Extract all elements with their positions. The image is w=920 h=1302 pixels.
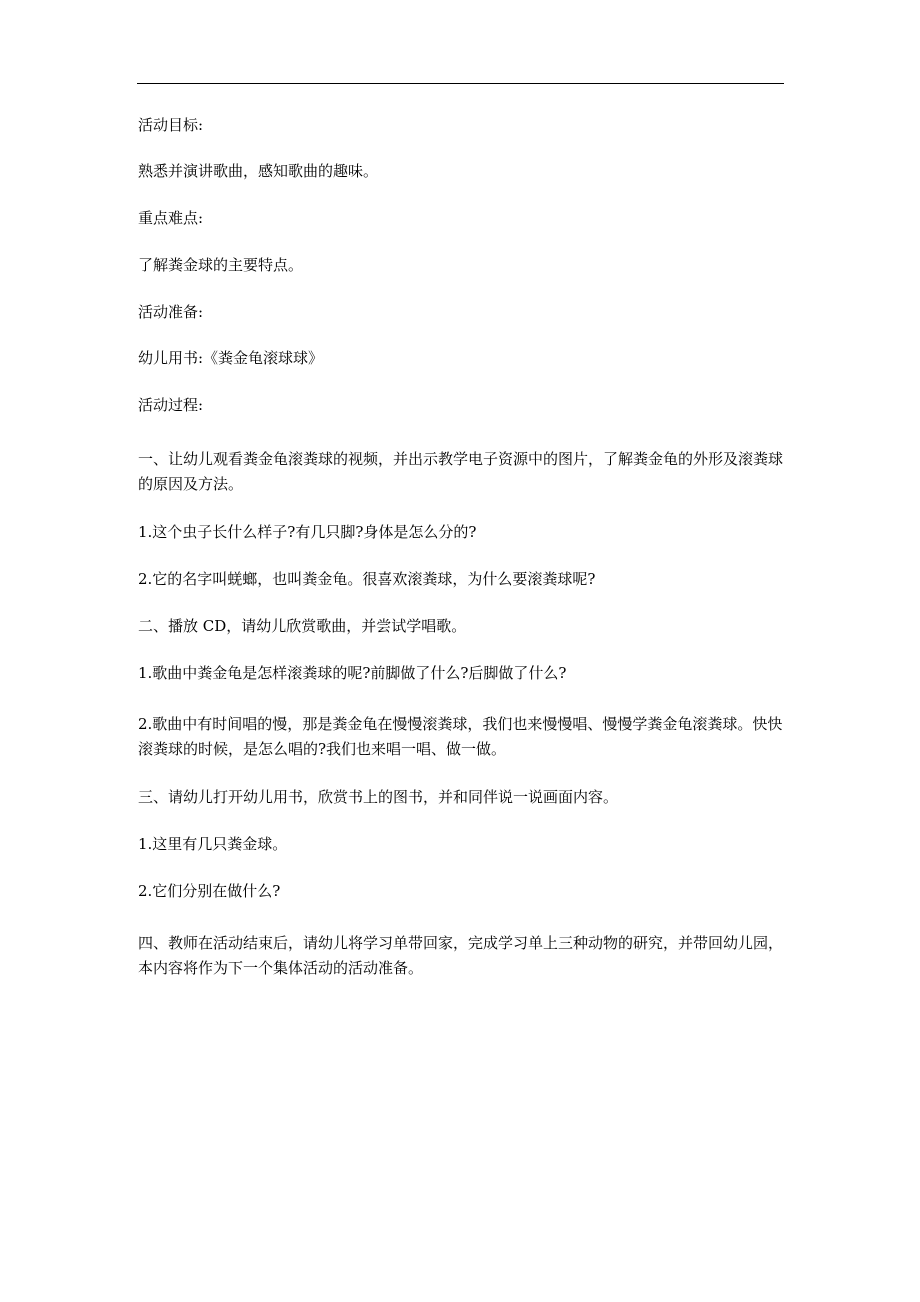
paragraph-key-points-text: 了解粪金球的主要特点。 [138, 256, 304, 274]
paragraph-step-three-q1: 1.这里有几只粪金球。 [138, 835, 288, 853]
heading-activity-preparation: 活动准备: [138, 303, 204, 321]
paragraph-step-one: 一、让幼儿观看粪金龟滚粪球的视频，并出示教学电子资源中的图片，了解粪金龟的外形及滚粪球的原因及方法。 [138, 450, 784, 493]
heading-key-points: 重点难点: [138, 209, 204, 227]
paragraph-goal-text: 熟悉并演讲歌曲，感知歌曲的趣味。 [138, 162, 379, 180]
paragraph-step-three: 三、请幼儿打开幼儿用书，欣赏书上的图书，并和同伴说一说画面内容。 [138, 788, 619, 806]
paragraph-step-three-q2: 2.它们分别在做什么? [138, 882, 281, 900]
paragraph-preparation-text: 幼儿用书:《粪金龟滚球球》 [138, 349, 324, 367]
paragraph-step-two-q2: 2.歌曲中有时间唱的慢，那是粪金龟在慢慢滚粪球，我们也来慢慢唱、慢慢学粪金龟滚粪球。快快滚粪球的时候，是怎么唱的?我们也来唱一唱、做一做。 [138, 715, 783, 758]
paragraph-step-two: 二、播放 CD，请幼儿欣赏歌曲，并尝试学唱歌。 [138, 617, 467, 635]
paragraph-step-one-q1: 1.这个虫子长什么样子?有几只脚?身体是怎么分的? [138, 523, 477, 541]
heading-activity-goal: 活动目标: [138, 116, 204, 134]
paragraph-step-two-q1: 1.歌曲中粪金龟是怎样滚粪球的呢?前脚做了什么?后脚做了什么? [138, 664, 567, 682]
paragraph-step-four: 四、教师在活动结束后，请幼儿将学习单带回家，完成学习单上三种动物的研究，并带回幼儿园，本内容将作为下一个集体活动的活动准备。 [138, 934, 784, 977]
paragraph-step-one-q2: 2.它的名字叫蜣螂，也叫粪金龟。很喜欢滚粪球，为什么要滚粪球呢? [138, 570, 596, 588]
header-rule [137, 83, 784, 84]
heading-activity-process: 活动过程: [138, 396, 204, 414]
